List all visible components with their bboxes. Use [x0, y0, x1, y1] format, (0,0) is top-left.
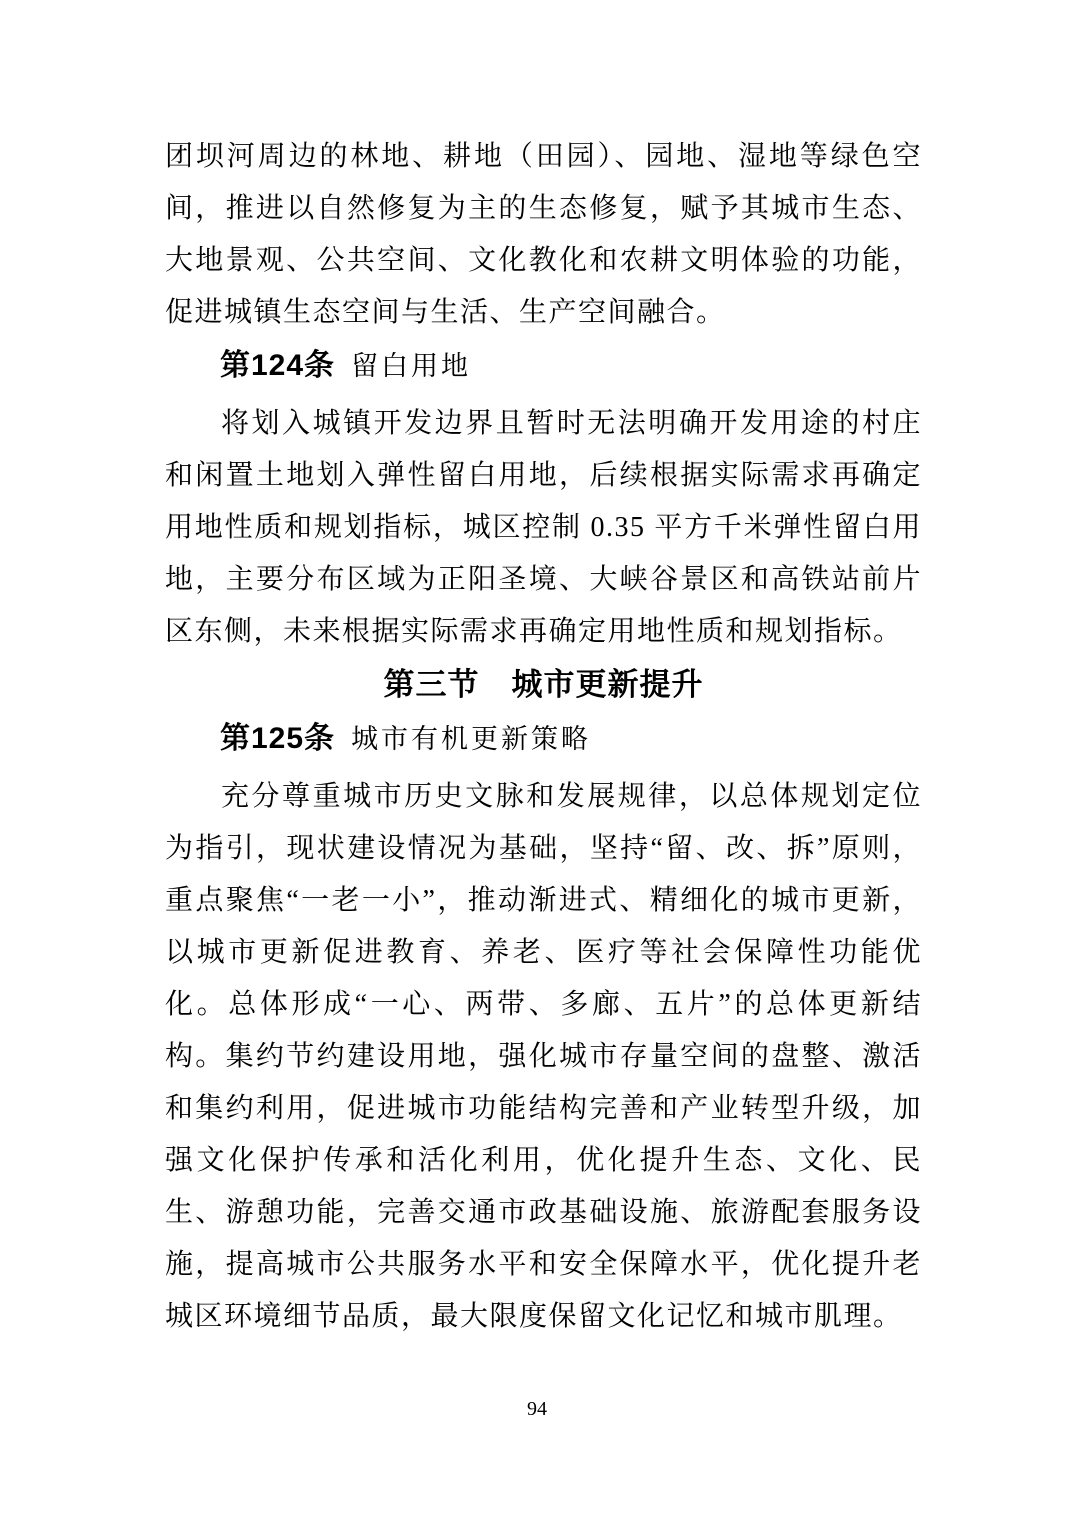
- body-paragraph-125: 充分尊重城市历史文脉和发展规律，以总体规划定位为指引，现状建设情况为基础，坚持“留、改、拆”原则，重点聚焦“一老一小”，推动渐进式、精细化的城市更新，以城市更新促进教育、养老、医疗等社会保障性功能优化。总体形成“一心、两带、多廊、五片”的总体更新结构。集约节约建设用地，强化城市存量空间的盘整、激活和集约利用，促进城市功能结构完善和产业转型升级，加强文化保护传承和活化利用，优化提升生态、文化、民生、游憩功能，完善交通市政基础设施、旅游配套服务设施，提高城市公共服务水平和安全保障水平，优化提升老城区环境细节品质，最大限度保留文化记忆和城市肌理。: [165, 781, 922, 1332]
- section-heading: 第三节 城市更新提升: [383, 667, 704, 702]
- article-heading-124: [165, 339, 922, 398]
- page-content: [165, 131, 922, 1343]
- body-paragraph-124: 将划入城镇开发边界且暂时无法明确开发用途的村庄和闲置土地划入弹性留白用地，后续根据实际需求再确定用地性质和规划指标，城区控制 0.35 平方千米弹性留白用地，主要分布区域为正阳圣境、大峡谷景区和高铁站前片区东侧，未来根据实际需求再确定用地性质和规划指标。: [165, 408, 922, 647]
- article-title-125: 城市有机更新策略: [351, 724, 592, 754]
- page-number: 94: [527, 1398, 547, 1420]
- article-number-125: 第125条: [220, 722, 336, 755]
- article-number-124: 第124条: [220, 349, 336, 382]
- article-title-124: 留白用地: [351, 351, 472, 381]
- body-paragraph-continuation: 团坝河周边的林地、耕地（田园）、园地、湿地等绿色空间，推进以自然修复为主的生态修复，赋予其城市生态、大地景观、公共空间、文化教化和农耕文明体验的功能，促进城镇生态空间与生活、生产空间融合。: [165, 141, 922, 328]
- article-heading-125: [165, 712, 922, 771]
